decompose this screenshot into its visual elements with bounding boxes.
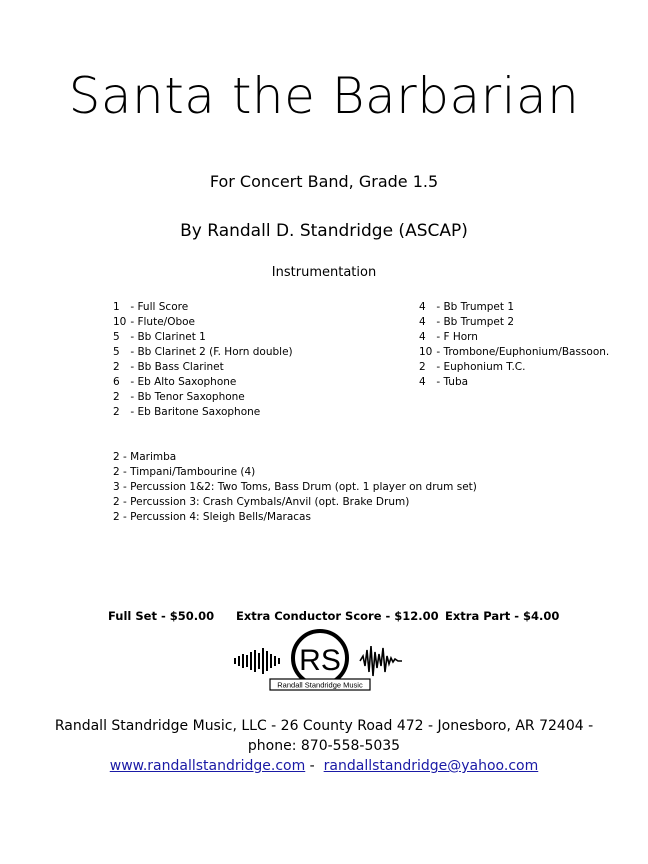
list-item: 2 - Timpani/Tambourine (4): [113, 466, 256, 478]
percussion-list: [113, 450, 477, 525]
conductor-score-price: Extra Conductor Score - $12.00: [236, 609, 439, 623]
list-item: 2 - Percussion 3: Crash Cymbals/Anvil (opt. Brake Drum): [113, 496, 410, 508]
list-item: 3 - Percussion 1&2: Two Toms, Bass Drum (opt. 1 player on drum set): [113, 481, 477, 493]
list-item: 4 - F Horn: [419, 331, 478, 343]
list-item: 2 - Eb Baritone Saxophone: [113, 406, 261, 418]
instrument-list-right: [419, 300, 609, 390]
list-item: 2 - Bb Tenor Saxophone: [113, 391, 245, 403]
list-item: 10 - Flute/Oboe: [113, 316, 196, 328]
sound-wave-left-icon: [234, 648, 280, 674]
website-link[interactable]: www.randallstandridge.com: [109, 758, 306, 774]
composer-credit: By Randall D. Standridge (ASCAP): [180, 221, 468, 241]
subtitle: For Concert Band, Grade 1.5: [209, 172, 439, 191]
footer-links: [0, 756, 648, 776]
list-item: 2 - Euphonium T.C.: [419, 361, 526, 373]
list-item: 4 - Bb Trumpet 2: [419, 316, 515, 328]
list-item: 10 - Trombone/Euphonium/Bassoon.: [419, 346, 610, 358]
logo-banner-text: Randall Standridge Music: [277, 680, 363, 690]
logo-initials: RS: [299, 644, 341, 677]
list-item: 2 - Bb Bass Clarinet: [113, 361, 224, 373]
list-item: 5 - Bb Clarinet 1: [113, 331, 206, 343]
list-item: 1 - Full Score: [113, 301, 189, 313]
link-separator: -: [305, 758, 324, 774]
list-item: 5 - Bb Clarinet 2 (F. Horn double): [113, 346, 293, 358]
list-item: 2 - Percussion 4: Sleigh Bells/Maracas: [113, 511, 311, 523]
randall-standridge-music-logo: [232, 628, 408, 692]
instrument-list-left: [113, 300, 293, 420]
footer: [0, 716, 648, 776]
instrumentation-heading: Instrumentation: [271, 265, 377, 280]
full-set-price: Full Set - $50.00: [108, 609, 215, 623]
list-item: 4 - Bb Trumpet 1: [419, 301, 515, 313]
footer-phone: phone: 870-558-5035: [247, 738, 401, 754]
sound-wave-right-icon: [360, 646, 402, 676]
list-item: 2 - Marimba: [113, 451, 177, 463]
list-item: 4 - Tuba: [419, 376, 469, 388]
email-link[interactable]: randallstandridge@yahoo.com: [323, 758, 539, 774]
footer-address: Randall Standridge Music, LLC - 26 County Road 472 - Jonesboro, AR 72404 -: [54, 718, 594, 734]
page-title: Santa the Barbarian: [68, 67, 580, 125]
extra-part-price: Extra Part - $4.00: [445, 609, 560, 623]
list-item: 6 - Eb Alto Saxophone: [113, 376, 237, 388]
